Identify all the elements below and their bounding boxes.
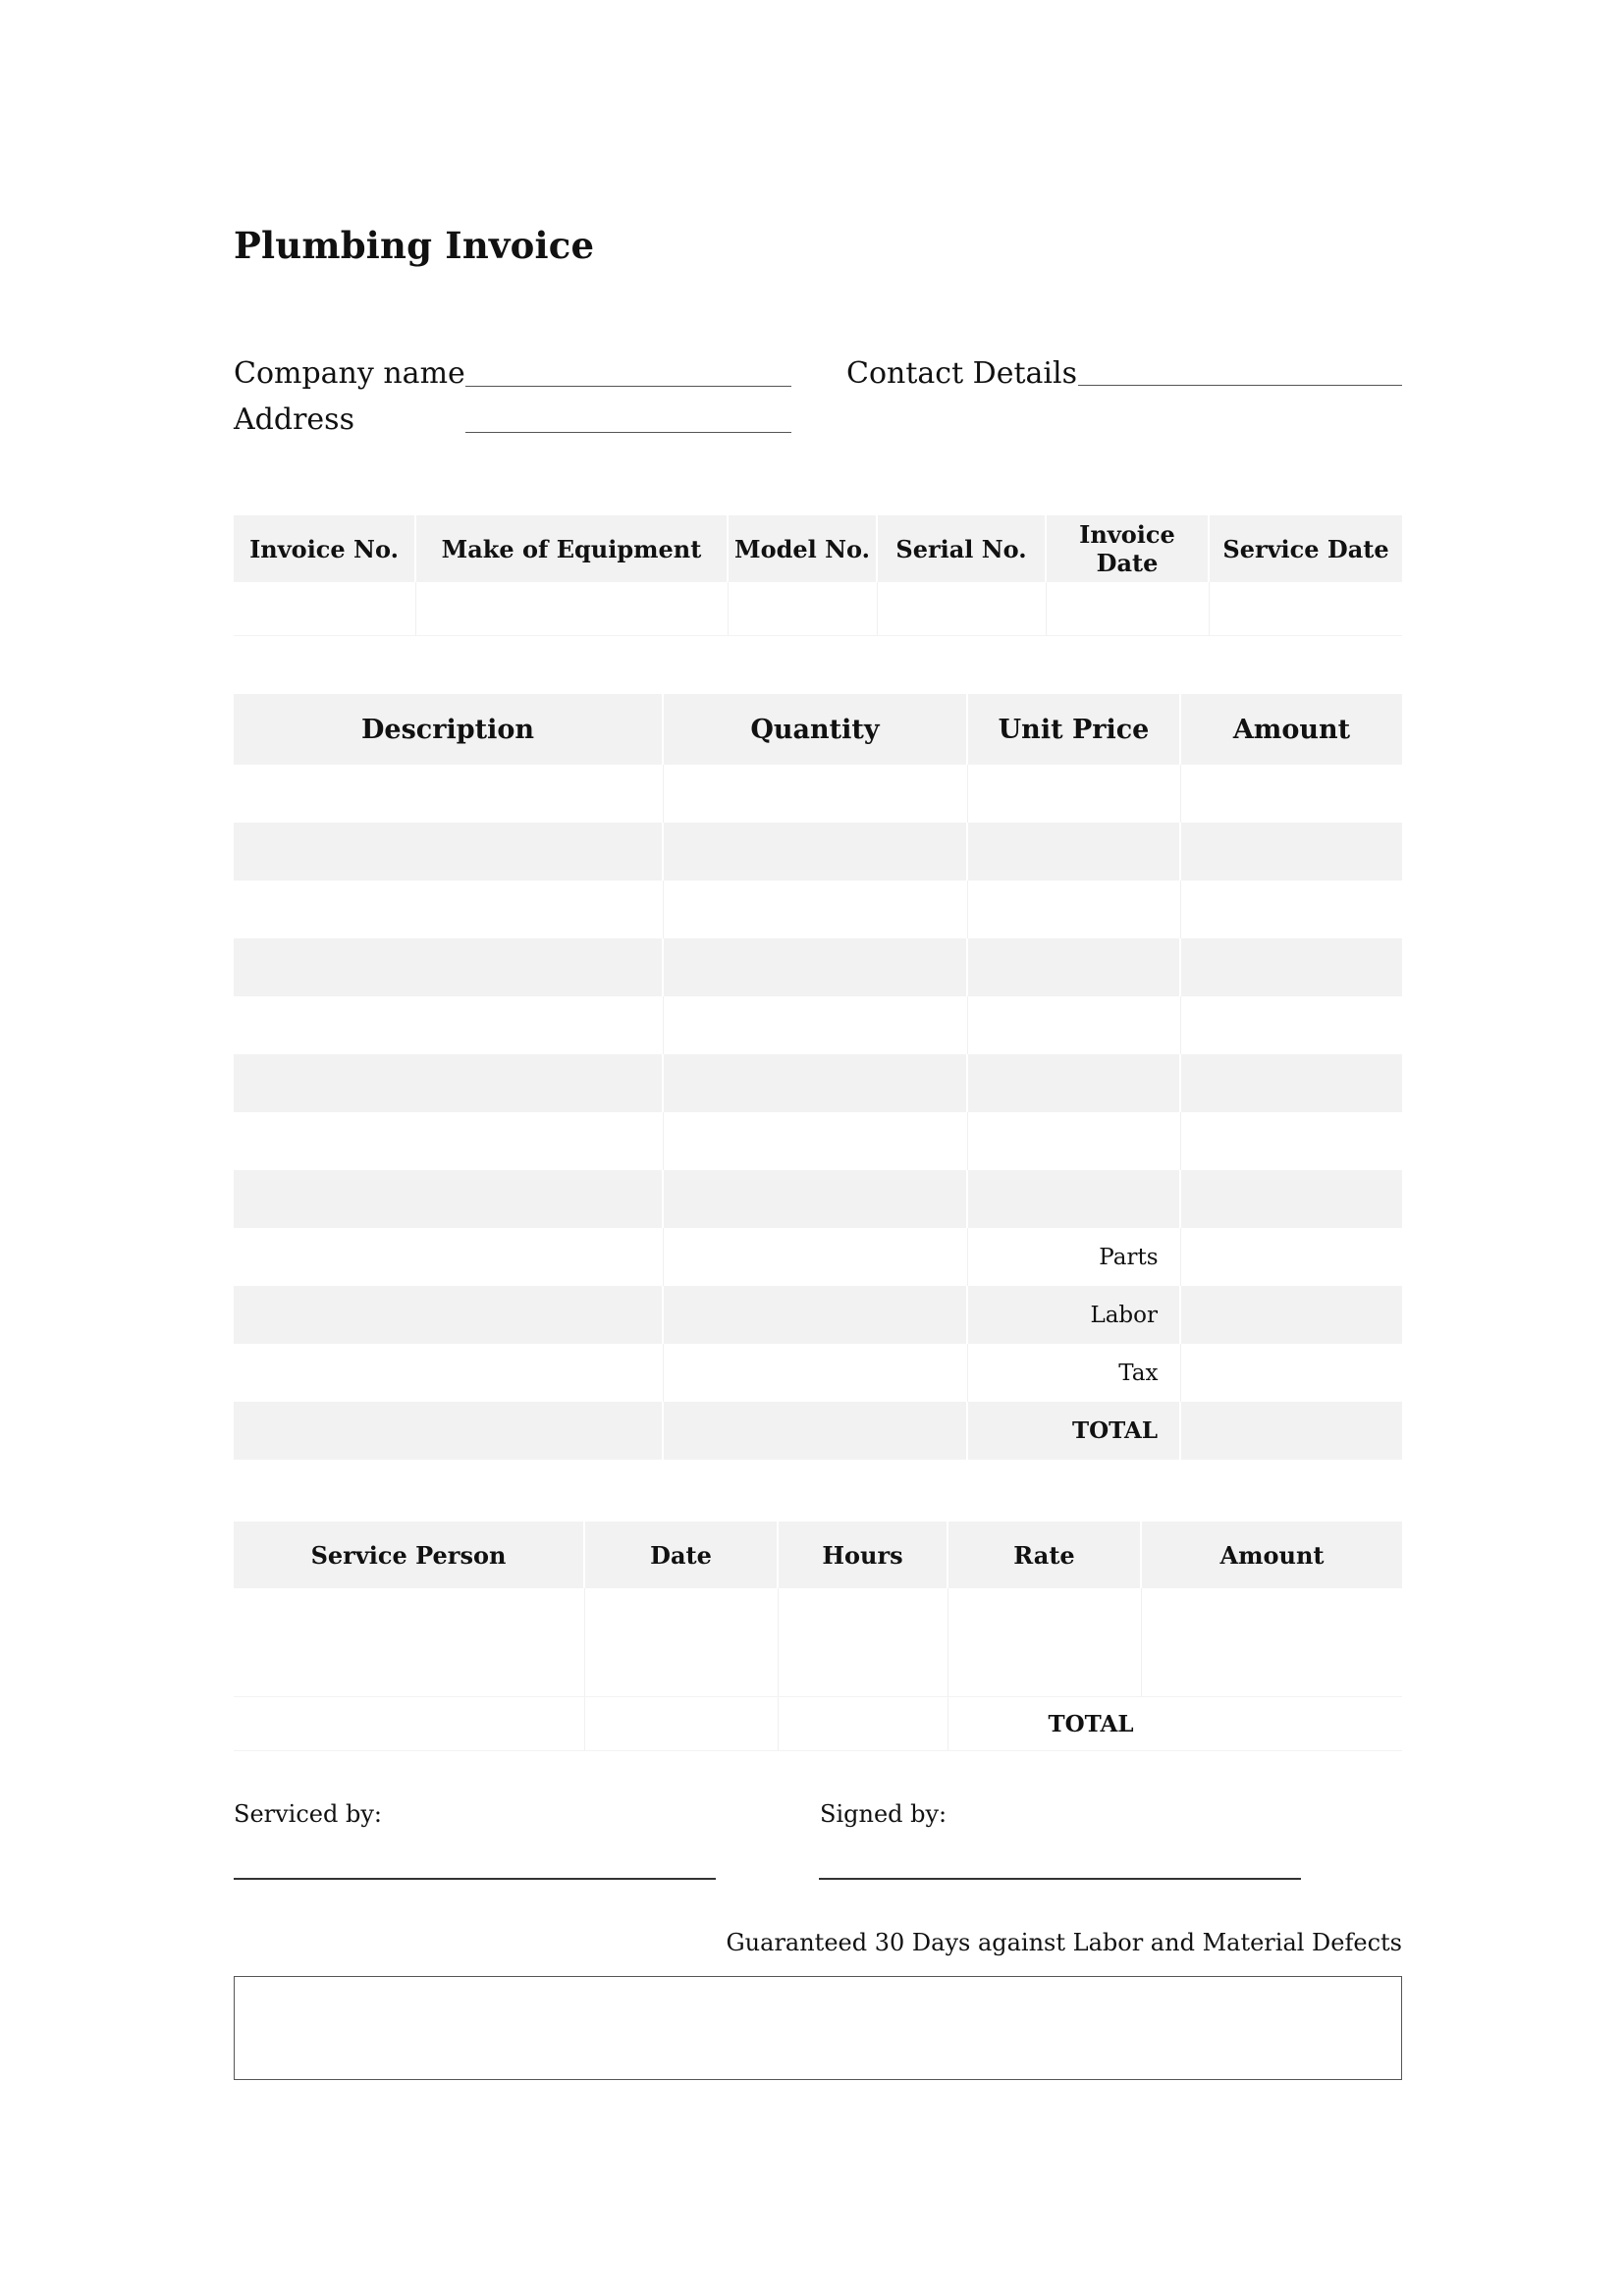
unit-price-cell[interactable]: [967, 765, 1180, 823]
description-cell[interactable]: [234, 1054, 663, 1112]
col-amount: Amount: [1180, 694, 1402, 765]
col-rate: Rate: [947, 1522, 1141, 1588]
signed-by-label: Signed by:: [820, 1800, 947, 1828]
labor-amount-cell[interactable]: [1180, 1286, 1402, 1344]
page-title: Plumbing Invoice: [234, 224, 595, 267]
amount-cell[interactable]: [1180, 765, 1402, 823]
model-cell[interactable]: [728, 582, 877, 636]
col-model-no: Model No.: [728, 515, 877, 582]
company-name-line[interactable]: [465, 386, 791, 387]
description-cell[interactable]: [234, 938, 663, 996]
unit-price-cell[interactable]: [967, 823, 1180, 881]
unit-price-cell[interactable]: [967, 938, 1180, 996]
quantity-cell[interactable]: [663, 1054, 967, 1112]
table-row: [234, 823, 1402, 881]
company-name-label: Company name: [234, 356, 465, 391]
unit-price-cell[interactable]: [967, 1054, 1180, 1112]
description-cell[interactable]: [234, 881, 663, 938]
col-serial-no: Serial No.: [877, 515, 1046, 582]
col-service-amount: Amount: [1141, 1522, 1402, 1588]
rate-cell[interactable]: [947, 1588, 1141, 1697]
table-row: [234, 1170, 1402, 1228]
contact-details-label: Contact Details: [846, 356, 1078, 391]
amount-cell[interactable]: [1180, 881, 1402, 938]
labor-label: Labor: [967, 1286, 1180, 1344]
serviced-by-label: Serviced by:: [234, 1800, 382, 1828]
invoice-no-cell[interactable]: [234, 582, 415, 636]
unit-price-cell[interactable]: [967, 1112, 1180, 1170]
service-total-row: [234, 1697, 1402, 1751]
table-row: [234, 938, 1402, 996]
amount-cell[interactable]: [1180, 1054, 1402, 1112]
col-make-of-equipment: Make of Equipment: [415, 515, 728, 582]
col-service-date: Service Date: [1209, 515, 1402, 582]
equipment-table: [234, 515, 1402, 636]
date-cell[interactable]: [584, 1588, 778, 1697]
col-unit-price: Unit Price: [967, 694, 1180, 765]
table-row: [234, 1112, 1402, 1170]
make-cell[interactable]: [415, 582, 728, 636]
service-total-label: TOTAL: [947, 1697, 1402, 1751]
description-cell[interactable]: [234, 1170, 663, 1228]
quantity-cell[interactable]: [663, 1170, 967, 1228]
serial-cell[interactable]: [877, 582, 1046, 636]
service-amount-cell[interactable]: [1141, 1588, 1402, 1697]
table-row: [234, 996, 1402, 1054]
quantity-cell[interactable]: [663, 823, 967, 881]
tax-row: [234, 1344, 1402, 1402]
col-quantity: Quantity: [663, 694, 967, 765]
tax-label: Tax: [967, 1344, 1180, 1402]
service-date-cell[interactable]: [1209, 582, 1402, 636]
total-label: TOTAL: [967, 1402, 1180, 1460]
notes-box[interactable]: [234, 1976, 1402, 2080]
parts-label: Parts: [967, 1228, 1180, 1286]
parts-row: [234, 1228, 1402, 1286]
total-row: [234, 1402, 1402, 1460]
unit-price-cell[interactable]: [967, 996, 1180, 1054]
table-row: [234, 881, 1402, 938]
description-cell[interactable]: [234, 996, 663, 1054]
unit-price-cell[interactable]: [967, 881, 1180, 938]
amount-cell[interactable]: [1180, 1112, 1402, 1170]
address-line[interactable]: [465, 432, 791, 433]
items-table: [234, 694, 1402, 1460]
col-hours: Hours: [778, 1522, 947, 1588]
table-row: [234, 1054, 1402, 1112]
invoice-date-cell[interactable]: [1046, 582, 1209, 636]
quantity-cell[interactable]: [663, 765, 967, 823]
description-cell[interactable]: [234, 765, 663, 823]
service-person-cell[interactable]: [234, 1588, 584, 1697]
table-row: [234, 765, 1402, 823]
quantity-cell[interactable]: [663, 1112, 967, 1170]
amount-cell[interactable]: [1180, 823, 1402, 881]
amount-cell[interactable]: [1180, 938, 1402, 996]
quantity-cell[interactable]: [663, 881, 967, 938]
service-table: [234, 1522, 1402, 1751]
col-invoice-date: Invoice Date: [1046, 515, 1209, 582]
labor-row: [234, 1286, 1402, 1344]
address-label: Address: [234, 402, 354, 437]
table-row: [234, 1588, 1402, 1697]
quantity-cell[interactable]: [663, 996, 967, 1054]
unit-price-cell[interactable]: [967, 1170, 1180, 1228]
parts-amount-cell[interactable]: [1180, 1228, 1402, 1286]
col-invoice-no: Invoice No.: [234, 515, 415, 582]
amount-cell[interactable]: [1180, 1170, 1402, 1228]
col-service-person: Service Person: [234, 1522, 584, 1588]
tax-amount-cell[interactable]: [1180, 1344, 1402, 1402]
description-cell[interactable]: [234, 823, 663, 881]
signed-by-line[interactable]: [819, 1878, 1301, 1880]
quantity-cell[interactable]: [663, 938, 967, 996]
table-row: [234, 582, 1402, 636]
col-description: Description: [234, 694, 663, 765]
col-date: Date: [584, 1522, 778, 1588]
guarantee-note: Guaranteed 30 Days against Labor and Material Defects: [726, 1929, 1402, 1956]
serviced-by-line[interactable]: [234, 1878, 716, 1880]
hours-cell[interactable]: [778, 1588, 947, 1697]
amount-cell[interactable]: [1180, 996, 1402, 1054]
description-cell[interactable]: [234, 1112, 663, 1170]
contact-details-line[interactable]: [1078, 385, 1402, 386]
total-amount-cell[interactable]: [1180, 1402, 1402, 1460]
